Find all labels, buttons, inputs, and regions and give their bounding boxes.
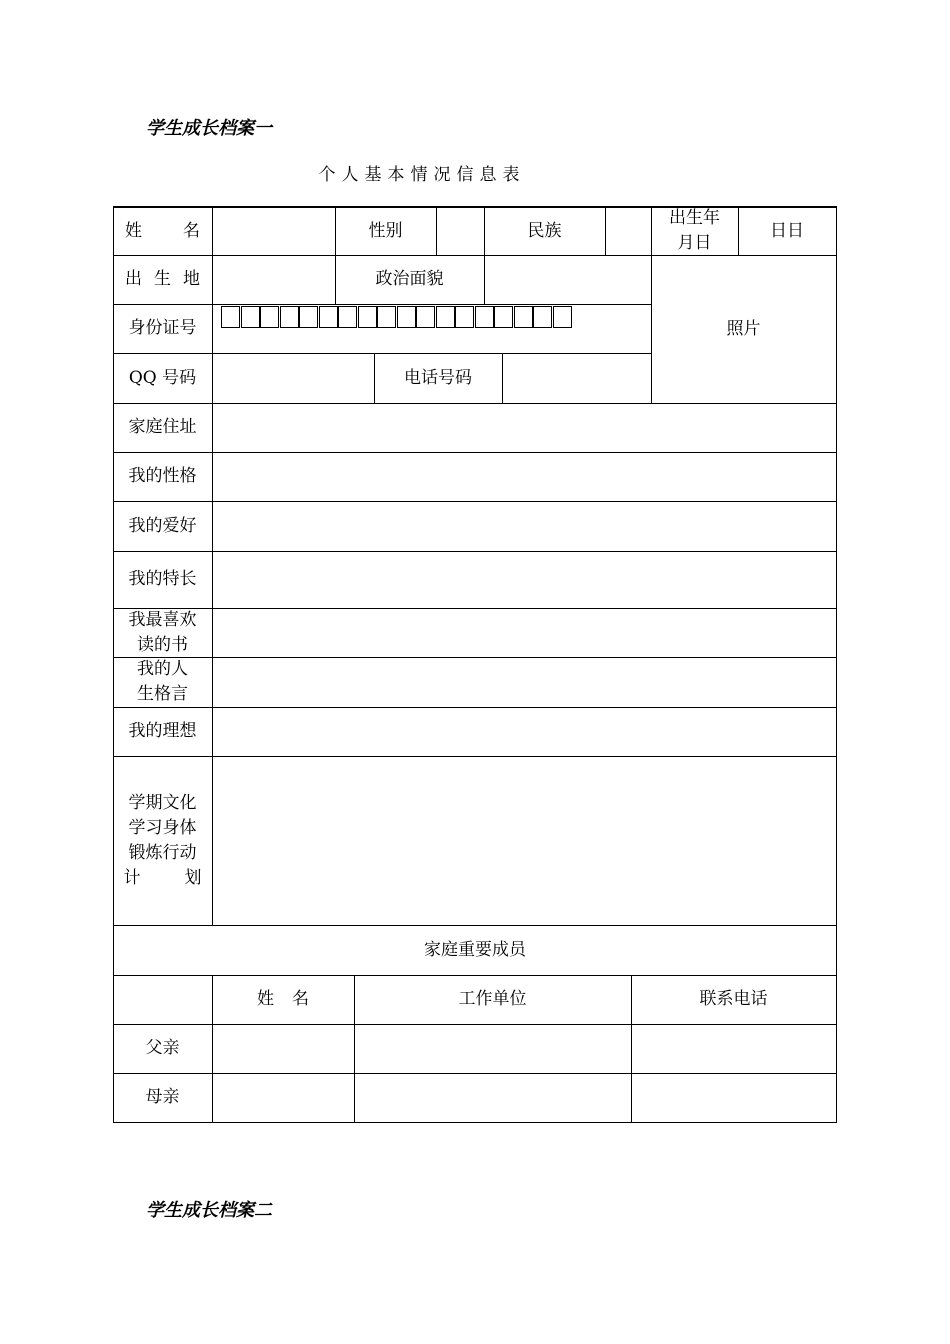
id-digit-box[interactable] bbox=[221, 306, 240, 328]
label-birth-date: 出生年 月日 bbox=[669, 208, 720, 253]
hobby-field[interactable] bbox=[212, 501, 836, 551]
label-mother: 母亲 bbox=[145, 1087, 180, 1107]
label-name-part: 名 bbox=[183, 220, 200, 241]
id-digit-box[interactable] bbox=[319, 306, 338, 328]
label-birthplace-part: 出 bbox=[125, 269, 142, 289]
label-motto: 我的人 生格言 bbox=[137, 659, 188, 704]
strength-field[interactable] bbox=[212, 551, 836, 608]
address-field[interactable] bbox=[212, 403, 836, 452]
id-digit-box[interactable] bbox=[299, 306, 318, 328]
plan-field[interactable] bbox=[212, 756, 836, 925]
label-birthplace bbox=[113, 255, 212, 304]
family-header-blank bbox=[113, 975, 212, 1024]
ethnicity-field[interactable] bbox=[605, 207, 651, 255]
political-status-field[interactable] bbox=[484, 255, 651, 304]
id-digit-box[interactable] bbox=[338, 306, 357, 328]
motto-field[interactable] bbox=[212, 657, 836, 707]
label-strength: 我的特长 bbox=[128, 569, 197, 589]
archive-heading-two: 学生成长档案二 bbox=[146, 1200, 272, 1221]
archive-heading-one: 学生成长档案一 bbox=[146, 118, 272, 139]
name-field[interactable] bbox=[212, 207, 335, 255]
id-digit-box[interactable] bbox=[553, 306, 572, 328]
family-header-contact-phone: 联系电话 bbox=[699, 989, 768, 1009]
id-digit-box[interactable] bbox=[280, 306, 299, 328]
id-digit-box[interactable] bbox=[241, 306, 260, 328]
ideal-field[interactable] bbox=[212, 707, 836, 756]
favorite-book-field[interactable] bbox=[212, 608, 836, 657]
family-header-name-part: 姓 bbox=[257, 989, 274, 1009]
label-personality: 我的性格 bbox=[128, 466, 197, 486]
label-name bbox=[113, 207, 212, 255]
father-phone-field[interactable] bbox=[631, 1024, 836, 1073]
label-name-part: 姓 bbox=[125, 220, 142, 241]
label-plan-part: 计 bbox=[123, 867, 141, 888]
label-father: 父亲 bbox=[145, 1038, 180, 1058]
label-favorite-book: 我最喜欢 读的书 bbox=[128, 609, 197, 655]
id-digit-box[interactable] bbox=[416, 306, 435, 328]
father-name-field[interactable] bbox=[212, 1024, 354, 1073]
id-digit-box[interactable] bbox=[514, 306, 533, 328]
label-birthplace-part: 生 bbox=[154, 269, 171, 289]
phone-field[interactable] bbox=[502, 353, 651, 403]
label-political-status: 政治面貌 bbox=[375, 269, 444, 289]
form-title: 个人基本情况信息表 bbox=[318, 165, 526, 185]
id-digit-box[interactable] bbox=[533, 306, 552, 328]
label-plan-lines: 学期文化 学习身体 锻炼行动 bbox=[128, 792, 197, 863]
label-qq: QQ 号码 bbox=[128, 367, 197, 388]
id-digit-box[interactable] bbox=[455, 306, 474, 328]
id-digit-box[interactable] bbox=[358, 306, 377, 328]
label-address: 家庭住址 bbox=[128, 417, 197, 437]
photo-box[interactable]: 照片 bbox=[726, 318, 761, 339]
birthplace-field[interactable] bbox=[212, 255, 335, 304]
gender-field[interactable] bbox=[436, 207, 484, 255]
family-header-work-unit: 工作单位 bbox=[458, 989, 527, 1009]
label-ideal: 我的理想 bbox=[128, 721, 197, 741]
family-header-name-part: 名 bbox=[292, 989, 309, 1009]
label-plan-last bbox=[124, 866, 202, 891]
label-id-number: 身份证号 bbox=[128, 318, 197, 338]
id-digit-box[interactable] bbox=[260, 306, 279, 328]
personality-field[interactable] bbox=[212, 452, 836, 501]
mother-work-unit-field[interactable] bbox=[354, 1073, 631, 1122]
id-digit-box[interactable] bbox=[436, 306, 455, 328]
label-ethnicity: 民族 bbox=[527, 220, 562, 241]
qq-field[interactable] bbox=[212, 353, 374, 403]
label-birthplace-part: 地 bbox=[183, 269, 200, 289]
birth-date-value[interactable]: 日日 bbox=[770, 220, 804, 241]
label-hobby: 我的爱好 bbox=[128, 515, 197, 536]
id-digit-box[interactable] bbox=[397, 306, 416, 328]
father-work-unit-field[interactable] bbox=[354, 1024, 631, 1073]
id-digit-box[interactable] bbox=[494, 306, 513, 328]
label-plan-part: 划 bbox=[184, 867, 202, 888]
family-header-name bbox=[212, 975, 354, 1024]
id-digit-box[interactable] bbox=[377, 306, 396, 328]
mother-name-field[interactable] bbox=[212, 1073, 354, 1122]
label-phone: 电话号码 bbox=[404, 367, 472, 388]
mother-phone-field[interactable] bbox=[631, 1073, 836, 1122]
label-plan bbox=[113, 756, 212, 925]
id-digit-box[interactable] bbox=[475, 306, 494, 328]
family-section-title: 家庭重要成员 bbox=[424, 939, 526, 960]
label-gender: 性别 bbox=[368, 220, 403, 241]
